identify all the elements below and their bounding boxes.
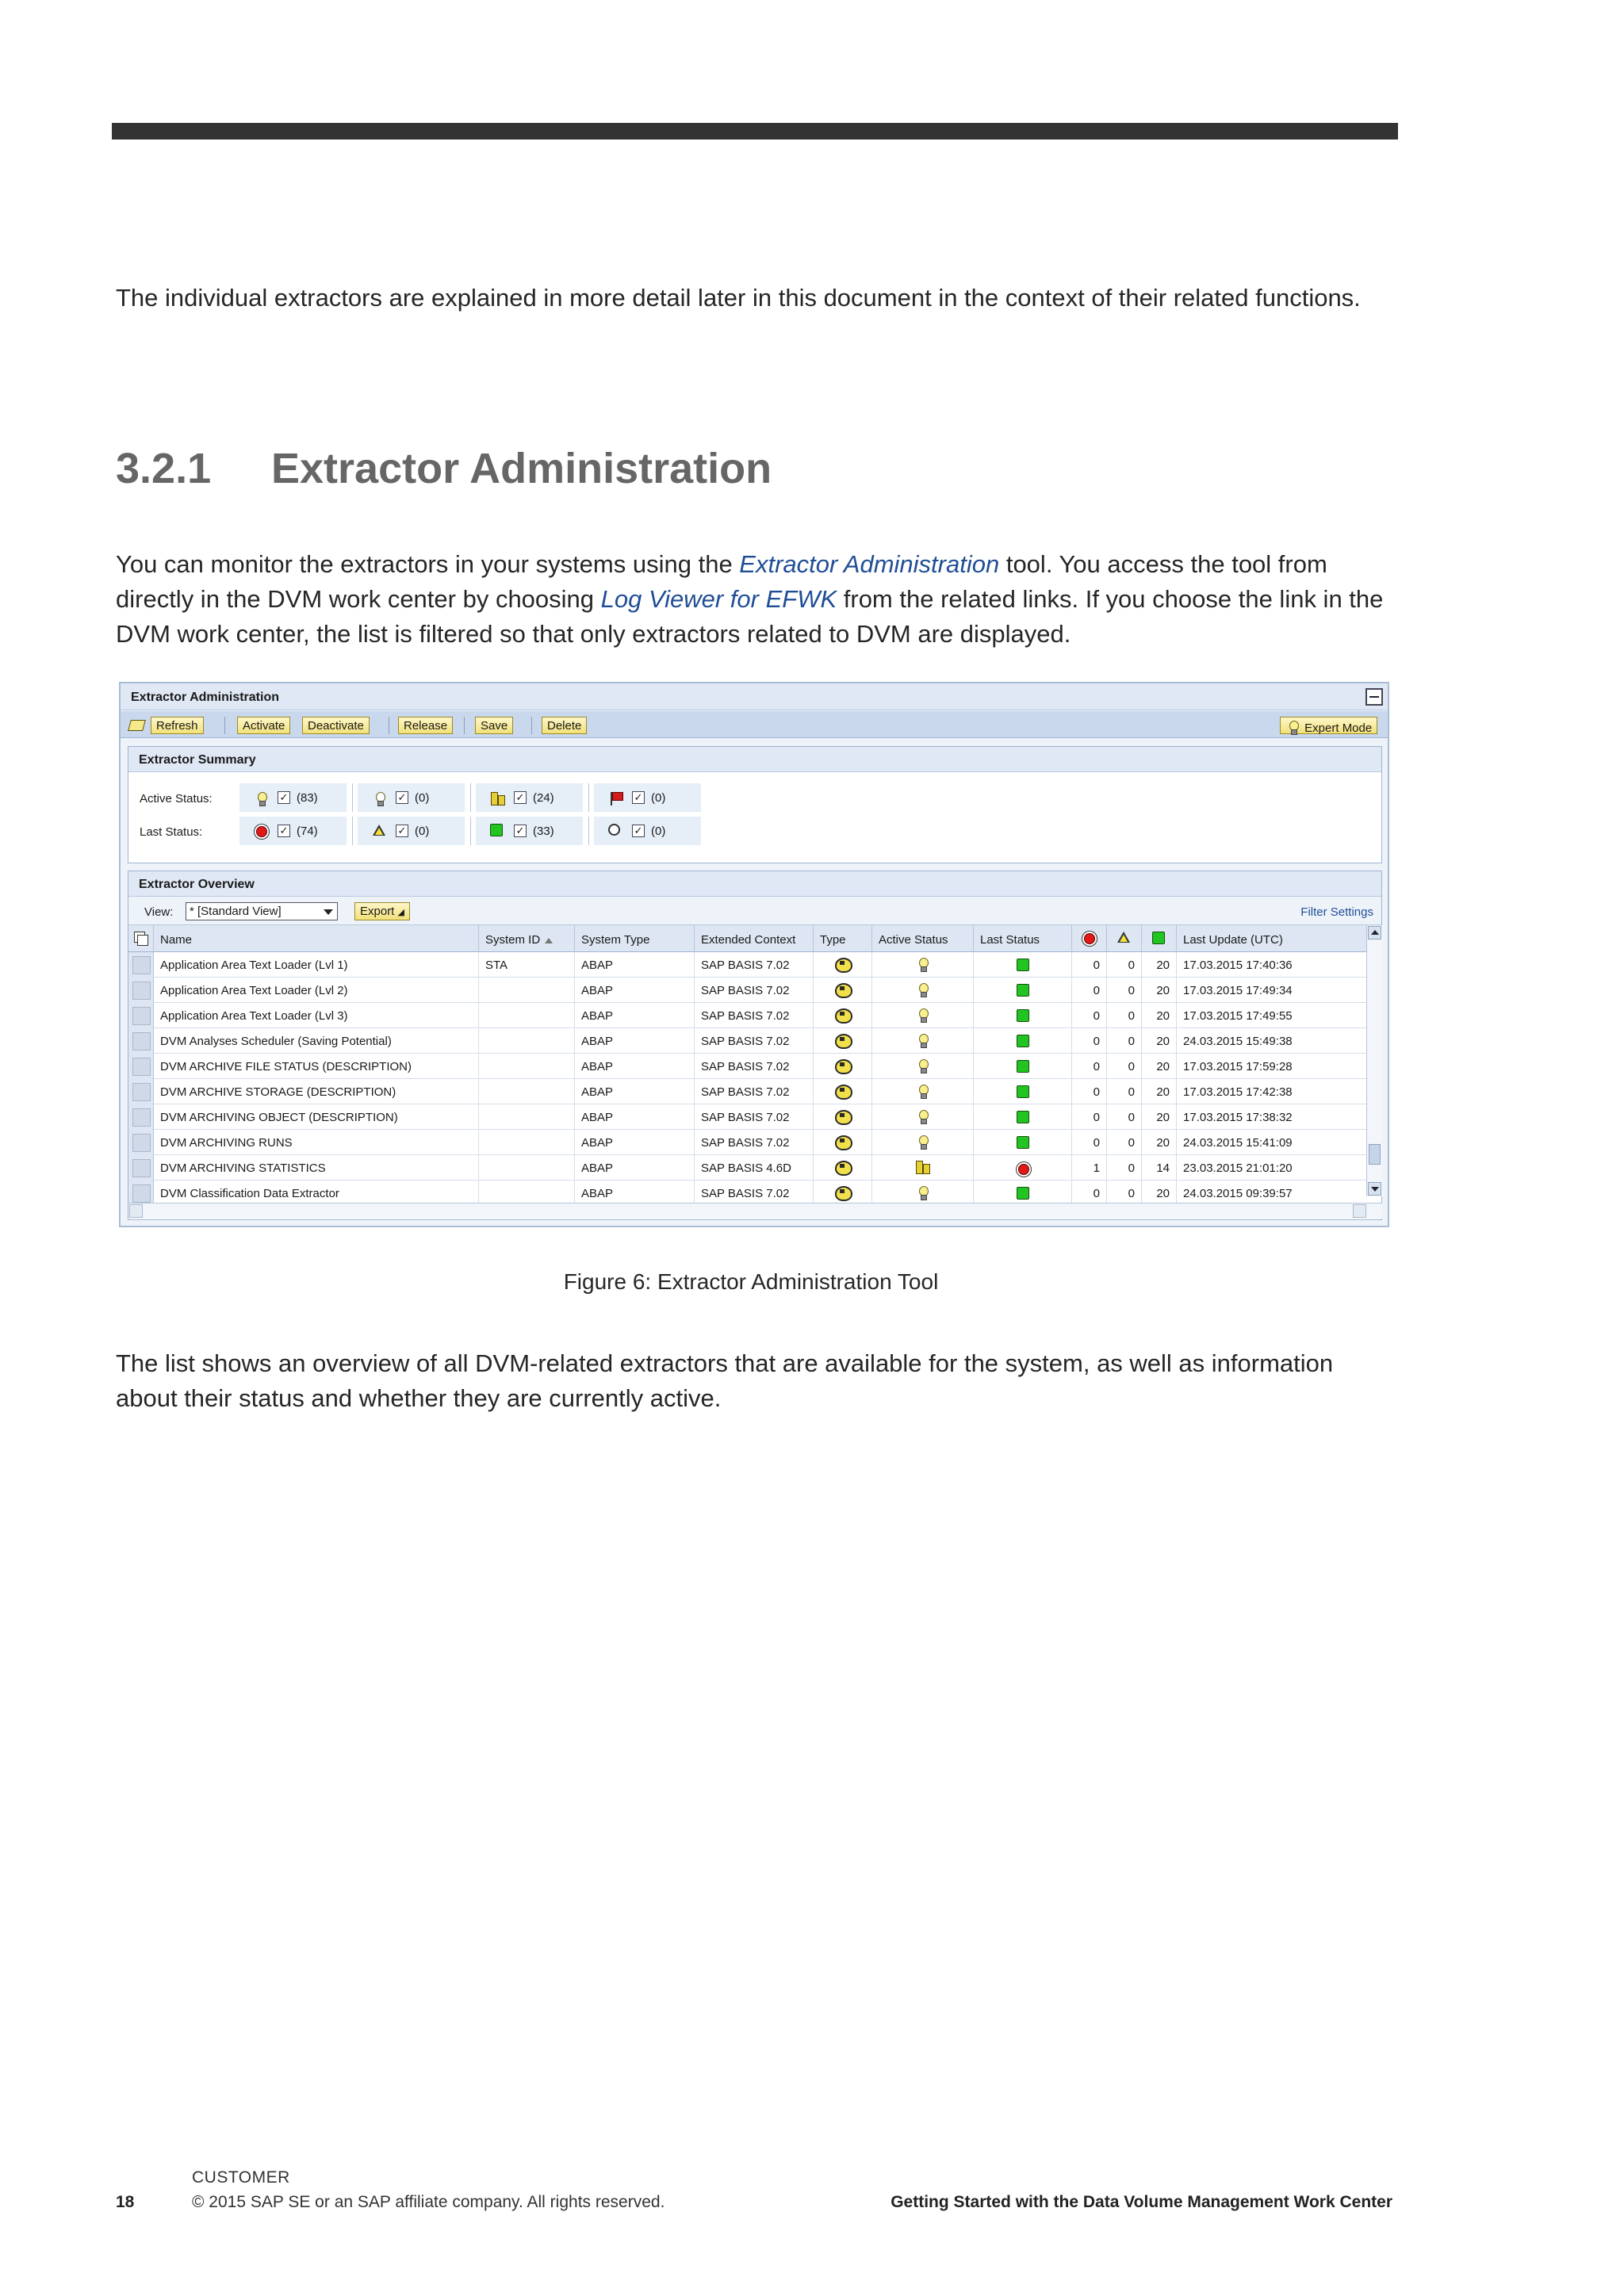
divider [470, 817, 471, 845]
cell-g: 20 [1142, 1003, 1177, 1028]
cell-y: 0 [1107, 952, 1142, 978]
section-heading [116, 444, 772, 493]
cell-g: 20 [1142, 1079, 1177, 1104]
cell-upd: 17.03.2015 17:42:38 [1183, 1085, 1293, 1099]
cell-stype: ABAP [575, 1003, 695, 1028]
abap-type-icon [833, 1184, 852, 1200]
cell-name: DVM ARCHIVE FILE STATUS (DESCRIPTION) [154, 1054, 479, 1079]
extractor-admin-screenshot [119, 682, 1389, 1227]
log-viewer-link[interactable]: Log Viewer for EFWK [600, 585, 837, 613]
toolbar-separator [224, 717, 225, 734]
red-light-icon [254, 824, 268, 838]
empty-circle-icon [608, 824, 620, 836]
cell-name: Application Area Text Loader (Lvl 1) [154, 952, 479, 978]
cell-active [872, 1028, 974, 1054]
cell-name: DVM ARCHIVING STATISTICS [154, 1155, 479, 1181]
column-settings-cell[interactable] [128, 925, 154, 952]
cell-ctx: SAP BASIS 7.02 [695, 1181, 814, 1206]
cell-r: 0 [1072, 1079, 1107, 1104]
column-settings-icon [133, 931, 147, 945]
header-active-status[interactable]: Active Status [872, 925, 974, 952]
cell-name: Application Area Text Loader (Lvl 3) [154, 1003, 479, 1028]
checkbox[interactable]: ✓ [514, 791, 527, 804]
bulb-on-icon [915, 1184, 931, 1200]
cell-g: 20 [1142, 978, 1177, 1003]
summary-title: Extractor Summary [128, 747, 1381, 772]
para-text: from the related links. If you choose the link in the DVM work center, the list is filtered so that only extractors related to DVM are displayed. [116, 585, 1384, 648]
cell-last [974, 1130, 1072, 1155]
cell-ctx: SAP BASIS 7.02 [695, 1003, 814, 1028]
last-yellow-filter[interactable] [358, 817, 465, 845]
cell-y: 0 [1107, 1155, 1142, 1181]
top-rule [112, 123, 1398, 140]
footer-page-number: 18 [116, 2193, 135, 2211]
count: (0) [651, 791, 666, 805]
bulb-on-icon [915, 1032, 931, 1048]
cell-active [872, 1003, 974, 1028]
bulb-on-icon [915, 1083, 931, 1099]
header-type[interactable]: Type [814, 925, 872, 952]
bulb-icon [1285, 719, 1301, 735]
cell-stype: ABAP [575, 952, 695, 978]
refresh-button[interactable]: Refresh [151, 717, 204, 734]
green-square-icon [1017, 984, 1029, 997]
green-square-icon [1017, 959, 1029, 971]
red-light-icon [1016, 1161, 1030, 1176]
cell-upd: 24.03.2015 15:49:38 [1183, 1035, 1293, 1048]
cell-type [814, 1028, 872, 1054]
cell-name: DVM Classification Data Extractor [154, 1181, 479, 1206]
toolbar-separator [464, 717, 465, 734]
last-status-label: Last Status: [140, 825, 203, 839]
view-label: View: [144, 905, 174, 919]
count: (24) [533, 791, 554, 805]
green-square-icon [1017, 1009, 1029, 1022]
cell-sid [479, 1003, 575, 1028]
cell-g: 14 [1142, 1155, 1177, 1181]
cell-y: 0 [1107, 1003, 1142, 1028]
window-title-bar [121, 683, 1388, 710]
bulb-off-icon [372, 790, 388, 806]
horizontal-scrollbar[interactable] [128, 1203, 1382, 1219]
cell-last [974, 1079, 1072, 1104]
caret-icon: ◢ [397, 908, 404, 917]
divider [470, 783, 471, 812]
table-row[interactable] [128, 1104, 1366, 1130]
cell-name: DVM ARCHIVE STORAGE (DESCRIPTION) [154, 1079, 479, 1104]
cell-y: 0 [1107, 1079, 1142, 1104]
export-label: Export [360, 905, 395, 918]
header-last-update[interactable]: Last Update (UTC) [1183, 933, 1283, 947]
toolbar-separator [531, 717, 532, 734]
cell-name: DVM ARCHIVING OBJECT (DESCRIPTION) [154, 1104, 479, 1130]
green-square-icon [1152, 932, 1165, 944]
cell-stype: ABAP [575, 1181, 695, 1206]
cell-r: 0 [1072, 1181, 1107, 1206]
count: (0) [415, 791, 430, 805]
cell-ctx: SAP BASIS 7.02 [695, 1130, 814, 1155]
cell-type [814, 1104, 872, 1130]
divider [352, 783, 353, 812]
chevron-down-icon [324, 909, 333, 915]
scroll-down-icon[interactable] [1368, 1182, 1381, 1196]
cell-sid [479, 1155, 575, 1181]
active-running-filter[interactable] [476, 783, 583, 812]
para-text: tool. You access the tool from directly in the DVM work center by choosing [116, 550, 1327, 613]
cell-name: DVM ARCHIVING RUNS [154, 1130, 479, 1155]
header-system-id[interactable] [479, 925, 575, 952]
cell-ctx: SAP BASIS 7.02 [695, 1028, 814, 1054]
scroll-thumb[interactable] [1369, 1144, 1381, 1165]
cell-r: 0 [1072, 1003, 1107, 1028]
last-none-filter[interactable] [594, 817, 701, 845]
filter-settings-link[interactable]: Filter Settings [1300, 905, 1373, 919]
header-extended-context[interactable]: Extended Context [695, 925, 814, 952]
window-title: Extractor Administration [131, 691, 279, 704]
cell-y: 0 [1107, 1028, 1142, 1054]
cell-type [814, 1130, 872, 1155]
row-selector[interactable] [128, 1104, 154, 1130]
table-row[interactable] [128, 978, 1366, 1003]
cell-sid: STA [479, 952, 575, 978]
cell-g: 20 [1142, 1130, 1177, 1155]
figure-caption: Figure 6: Extractor Administration Tool [563, 1269, 939, 1294]
footer-classification: CUSTOMER [192, 2168, 290, 2187]
extractor-overview-panel [128, 871, 1382, 1220]
table-row[interactable] [128, 1028, 1366, 1054]
abap-type-icon [833, 1058, 852, 1073]
cell-g: 20 [1142, 1181, 1177, 1206]
cell-ctx: SAP BASIS 7.02 [695, 1104, 814, 1130]
cell-r: 1 [1072, 1155, 1107, 1181]
last-green-filter[interactable] [476, 817, 583, 845]
row-selector[interactable] [128, 1130, 154, 1155]
checkbox[interactable]: ✓ [396, 791, 408, 804]
abap-type-icon [833, 1083, 852, 1099]
cell-r: 0 [1072, 1104, 1107, 1130]
bulb-on-icon [915, 1134, 931, 1150]
cell-type [814, 952, 872, 978]
header-yellow-count[interactable] [1107, 925, 1142, 952]
description-paragraph [116, 547, 1400, 652]
header-name[interactable]: Name [154, 925, 479, 952]
count: (83) [297, 791, 318, 805]
scroll-right-icon[interactable] [1353, 1204, 1366, 1218]
green-square-icon [1017, 1111, 1029, 1123]
deactivate-button[interactable]: Deactivate [302, 717, 370, 734]
cell-y: 0 [1107, 978, 1142, 1003]
collapse-icon[interactable] [1365, 688, 1383, 706]
cell-sid [479, 1028, 575, 1054]
cell-g: 20 [1142, 1054, 1177, 1079]
abap-type-icon [833, 1134, 852, 1150]
abap-type-icon [833, 1159, 852, 1175]
section-number: 3.2.1 [116, 445, 212, 492]
footer-doc-title: Getting Started with the Data Volume Management Work Center [891, 2193, 1392, 2211]
running-icon [915, 1159, 931, 1175]
green-square-icon [1017, 1187, 1029, 1200]
row-selector[interactable] [128, 1155, 154, 1181]
row-selector[interactable] [128, 1028, 154, 1054]
cell-stype: ABAP [575, 978, 695, 1003]
view-value: * [Standard View] [190, 905, 282, 918]
cell-ctx: SAP BASIS 7.02 [695, 1054, 814, 1079]
header-label: System ID [485, 933, 541, 947]
abap-type-icon [833, 982, 852, 997]
divider [352, 817, 353, 845]
cell-name: DVM Analyses Scheduler (Saving Potential) [154, 1028, 479, 1054]
view-select[interactable] [186, 902, 338, 920]
cell-stype: ABAP [575, 1079, 695, 1104]
cell-last [974, 1104, 1072, 1130]
cell-last [974, 1028, 1072, 1054]
cell-sid [479, 1104, 575, 1130]
cell-active [872, 1054, 974, 1079]
cell-type [814, 1155, 872, 1181]
abap-type-icon [833, 1108, 852, 1124]
bulb-on-icon [915, 1058, 931, 1073]
cell-y: 0 [1107, 1181, 1142, 1206]
cell-type [814, 1079, 872, 1104]
expert-mode-button[interactable] [1280, 717, 1377, 734]
cell-upd: 17.03.2015 17:49:34 [1183, 984, 1293, 997]
divider [588, 817, 589, 845]
extractor-administration-link[interactable]: Extractor Administration [739, 550, 1000, 578]
cell-g: 20 [1142, 1104, 1177, 1130]
green-square-icon [490, 824, 503, 836]
table-row[interactable] [128, 1003, 1366, 1028]
active-flag-filter[interactable] [594, 783, 701, 812]
running-icon [490, 790, 506, 806]
cell-type [814, 1003, 872, 1028]
cell-name: Application Area Text Loader (Lvl 2) [154, 978, 479, 1003]
checkbox[interactable]: ✓ [514, 825, 527, 837]
para-text: You can monitor the extractors in your systems using the [116, 550, 740, 578]
last-red-filter[interactable] [239, 817, 347, 845]
header-green-count[interactable] [1142, 925, 1177, 952]
cell-type [814, 978, 872, 1003]
cell-last [974, 978, 1072, 1003]
cell-active [872, 1104, 974, 1130]
cell-upd: 17.03.2015 17:38:32 [1183, 1111, 1293, 1124]
table-row[interactable] [128, 952, 1366, 978]
yellow-triangle-icon [372, 824, 386, 838]
toolbar [121, 711, 1388, 738]
yellow-triangle-icon [1116, 931, 1131, 945]
cell-sid [479, 1054, 575, 1079]
view-bar [128, 897, 1381, 925]
cell-active [872, 978, 974, 1003]
divider [588, 783, 589, 812]
header-system-type[interactable]: System Type [575, 925, 695, 952]
active-bulb-filter[interactable] [239, 783, 347, 812]
cell-sid [479, 1130, 575, 1155]
checkbox[interactable]: ✓ [632, 825, 645, 837]
count: (33) [533, 825, 554, 838]
cell-y: 0 [1107, 1054, 1142, 1079]
table-row[interactable] [128, 1155, 1366, 1181]
cell-stype: ABAP [575, 1155, 695, 1181]
scroll-left-icon[interactable] [129, 1204, 143, 1218]
cell-r: 0 [1072, 1130, 1107, 1155]
activate-button[interactable]: Activate [237, 717, 290, 734]
cell-stype: ABAP [575, 1054, 695, 1079]
delete-button[interactable]: Delete [542, 717, 587, 734]
bulb-on-icon [254, 790, 270, 806]
cell-r: 0 [1072, 978, 1107, 1003]
red-light-icon [1082, 931, 1096, 945]
row-selector[interactable] [128, 1003, 154, 1028]
cell-upd: 23.03.2015 21:01:20 [1183, 1161, 1293, 1175]
red-flag-icon [608, 790, 624, 806]
green-square-icon [1017, 1136, 1029, 1149]
row-selector[interactable] [128, 952, 154, 978]
cell-last [974, 1054, 1072, 1079]
row-selector[interactable] [128, 1054, 154, 1079]
bulb-on-icon [915, 1007, 931, 1023]
cell-upd: 17.03.2015 17:49:55 [1183, 1009, 1293, 1023]
table-row[interactable] [128, 1079, 1366, 1104]
cell-ctx: SAP BASIS 7.02 [695, 978, 814, 1003]
active-off-filter[interactable] [358, 783, 465, 812]
cell-active [872, 1155, 974, 1181]
cell-r: 0 [1072, 1054, 1107, 1079]
cell-stype: ABAP [575, 1130, 695, 1155]
header-last-status[interactable]: Last Status [974, 925, 1072, 952]
bulb-on-icon [915, 1108, 931, 1124]
row-selector[interactable] [128, 978, 154, 1003]
cell-stype: ABAP [575, 1028, 695, 1054]
cell-type [814, 1054, 872, 1079]
table-header [128, 925, 1366, 952]
overview-title: Extractor Overview [128, 871, 1381, 897]
active-status-label: Active Status: [140, 792, 213, 806]
cell-last [974, 1155, 1072, 1181]
cell-active [872, 952, 974, 978]
cell-stype: ABAP [575, 1104, 695, 1130]
section-title: Extractor Administration [271, 445, 772, 492]
abap-type-icon [833, 1032, 852, 1048]
cell-g: 20 [1142, 1028, 1177, 1054]
green-square-icon [1017, 1060, 1029, 1073]
footer-copyright: © 2015 SAP SE or an SAP affiliate company. All rights reserved. [192, 2193, 665, 2211]
table-row[interactable] [128, 1130, 1366, 1155]
header-red-count[interactable] [1072, 925, 1107, 952]
cell-last [974, 952, 1072, 978]
abap-type-icon [833, 1007, 852, 1023]
checkbox[interactable]: ✓ [278, 791, 290, 804]
extractor-summary-panel [128, 746, 1382, 863]
green-square-icon [1017, 1085, 1029, 1098]
cell-active [872, 1130, 974, 1155]
cell-y: 0 [1107, 1104, 1142, 1130]
cell-upd: 24.03.2015 15:41:09 [1183, 1136, 1293, 1150]
expert-mode-label: Expert Mode [1304, 721, 1373, 735]
cell-ctx: SAP BASIS 7.02 [695, 1079, 814, 1104]
cell-upd: 17.03.2015 17:40:36 [1183, 959, 1293, 972]
checkbox[interactable]: ✓ [632, 791, 645, 804]
table-row[interactable] [128, 1054, 1366, 1079]
count: (0) [651, 825, 666, 838]
cell-upd: 17.03.2015 17:59:28 [1183, 1060, 1293, 1073]
cell-upd: 24.03.2015 09:39:57 [1183, 1187, 1293, 1200]
row-selector[interactable] [128, 1079, 154, 1104]
release-button[interactable]: Release [398, 717, 453, 734]
sort-ascending-icon [545, 938, 553, 943]
count: (0) [415, 825, 430, 838]
cell-ctx: SAP BASIS 4.6D [695, 1155, 814, 1181]
bulb-on-icon [915, 956, 931, 972]
cell-ctx: SAP BASIS 7.02 [695, 952, 814, 978]
cell-sid [479, 1079, 575, 1104]
cell-r: 0 [1072, 952, 1107, 978]
abap-type-icon [833, 956, 852, 972]
intro-paragraph: The individual extractors are explained in more detail later in this document in the context of their related functions. [116, 284, 1361, 312]
checkbox[interactable]: ✓ [278, 825, 290, 837]
cell-active [872, 1079, 974, 1104]
cell-y: 0 [1107, 1130, 1142, 1155]
green-square-icon [1017, 1035, 1029, 1047]
cell-g: 20 [1142, 952, 1177, 978]
bulb-on-icon [915, 982, 931, 997]
cell-sid [479, 978, 575, 1003]
outro-paragraph: The list shows an overview of all DVM-related extractors that are available for the system, as well as information about their status and whether they are currently active. [116, 1349, 1334, 1412]
count: (74) [297, 825, 318, 838]
cell-r: 0 [1072, 1028, 1107, 1054]
export-button[interactable] [354, 902, 410, 920]
checkbox[interactable]: ✓ [396, 825, 408, 837]
save-button[interactable]: Save [475, 717, 513, 734]
vertical-scrollbar[interactable] [1366, 925, 1382, 1196]
scroll-up-icon[interactable] [1368, 926, 1381, 939]
edit-tool-icon[interactable] [128, 718, 144, 732]
cell-last [974, 1003, 1072, 1028]
